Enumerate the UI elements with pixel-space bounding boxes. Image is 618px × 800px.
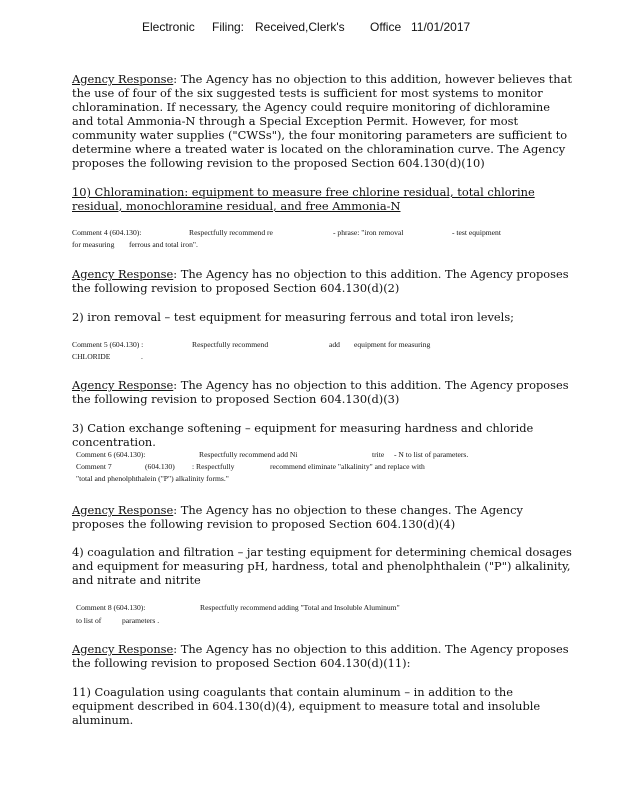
comment-7-text-c: "total and phenolphthalein ("P") alkalinity forms." xyxy=(76,474,229,483)
response-label: Agency Response xyxy=(72,503,174,517)
agency-response-2 xyxy=(72,267,572,295)
response-text: : The Agency has no objection to these changes. The Agency proposes the following revision to proposed Section 604.130(d)(4) xyxy=(72,503,523,531)
item-11-text: 11) Coagulation using coagulants that contain aluminum – in addition to the equipment described in 604.130(d)(4), equipment to measure total and insoluble aluminum. xyxy=(72,685,541,727)
comment-5-text-e: . xyxy=(141,352,143,361)
comment-4-text-d: for measuring xyxy=(72,240,115,249)
comment-5-text-b: add xyxy=(329,340,340,349)
header-electronic: Electronic xyxy=(142,20,195,34)
comment-4-text-b: - phrase: "iron removal xyxy=(333,228,404,237)
comment-4-text-c: - test equipment xyxy=(452,228,501,237)
comment-4-text-a: Respectfully recommend re xyxy=(189,228,273,237)
header-office: Office xyxy=(370,20,402,34)
response-text: : The Agency has no objection to this addition. The Agency proposes the following revision to proposed Section 604.130(d)(3) xyxy=(72,378,569,406)
comment-8-text-c: parameters . xyxy=(122,616,160,625)
agency-response-4 xyxy=(72,503,572,531)
header-filing: Filing: xyxy=(212,20,245,34)
comment-5-text-a: Respectfully recommend xyxy=(192,340,269,349)
item-4 xyxy=(72,545,572,587)
response-text: : The Agency has no objection to this addition, however believes that the use of four of the six suggested tests is sufficient for most systems to monitor chloramination. If necessary, the Agency could require monitoring of dichloramine and total Ammonia-N through a Special Exception Permit. However, for most community water supplies ("CWSs"), the four monitoring parameters are sufficient to determine where a treated water is located on the chloramination curve. The Agency proposes the following revision to the proposed Section 604.130(d)(10) xyxy=(72,72,572,170)
comment-8-id: Comment 8 (604.130): xyxy=(76,603,146,612)
response-label: Agency Response xyxy=(72,72,174,86)
item-11 xyxy=(72,685,572,727)
comment-5 xyxy=(72,339,572,369)
comment-8-text-a: Respectfully recommend adding "Total and Insoluble Aluminum" xyxy=(200,603,400,612)
item-10 xyxy=(72,185,572,213)
response-label: Agency Response xyxy=(72,642,174,656)
header-received: Received,Clerk's xyxy=(255,20,345,34)
comment-8 xyxy=(72,602,572,632)
header-date: 11/01/2017 xyxy=(411,20,471,34)
response-label: Agency Response xyxy=(72,378,174,392)
comment-8-text-b: to list of xyxy=(76,616,102,625)
comment-6-id: Comment 6 (604.130): xyxy=(76,450,146,459)
agency-response-3 xyxy=(72,378,572,406)
response-label: Agency Response xyxy=(72,267,174,281)
item-2 xyxy=(72,310,572,324)
item-3-text: 3) Cation exchange softening – equipment for measuring hardness and chloride concentration. xyxy=(72,421,534,449)
comment-6-text-b: trite xyxy=(372,450,385,459)
agency-response-5 xyxy=(72,642,572,670)
response-text: : The Agency has no objection to this addition. The Agency proposes the following revision to proposed Section 604.130(d)(2) xyxy=(72,267,569,295)
comment-6-text-a: Respectfully recommend add Ni xyxy=(199,450,298,459)
comment-7-text-a: : Respectfully xyxy=(192,462,235,471)
comment-7-text-b: recommend eliminate "alkalinity" and replace with xyxy=(270,462,425,471)
comment-5-id: Comment 5 (604.130) : xyxy=(72,340,144,349)
comment-5-text-c: equipment for measuring xyxy=(354,340,431,349)
comment-4 xyxy=(72,227,572,257)
comment-7-section: (604.130) xyxy=(145,462,175,471)
comment-4-id: Comment 4 (604.130): xyxy=(72,228,142,237)
comment-7-id: Comment 7 xyxy=(76,462,112,471)
comment-6-text-c: - N to list of parameters. xyxy=(394,450,469,459)
agency-response-1 xyxy=(72,72,572,170)
item-2-text: 2) iron removal – test equipment for measuring ferrous and total iron levels; xyxy=(72,310,514,324)
item-10-text: 10) Chloramination: equipment to measure free chlorine residual, total chlorine residual, monochloramine residual, and free Ammonia-N xyxy=(72,185,535,213)
comment-4-text-e: ferrous and total iron". xyxy=(129,240,198,249)
comment-5-text-d: CHLORIDE xyxy=(72,352,111,361)
comment-6-7 xyxy=(72,449,572,489)
item-3 xyxy=(72,421,572,449)
item-4-text: 4) coagulation and filtration – jar testing equipment for determining chemical dosages and equipment for measuring pH, hardness, total and phenolphthalein ("P") alkalinity, and nitrate and nitrite xyxy=(72,545,572,587)
response-text: : The Agency has no objection to this addition. The Agency proposes the following revision to proposed Section 604.130(d)(11): xyxy=(72,642,569,670)
